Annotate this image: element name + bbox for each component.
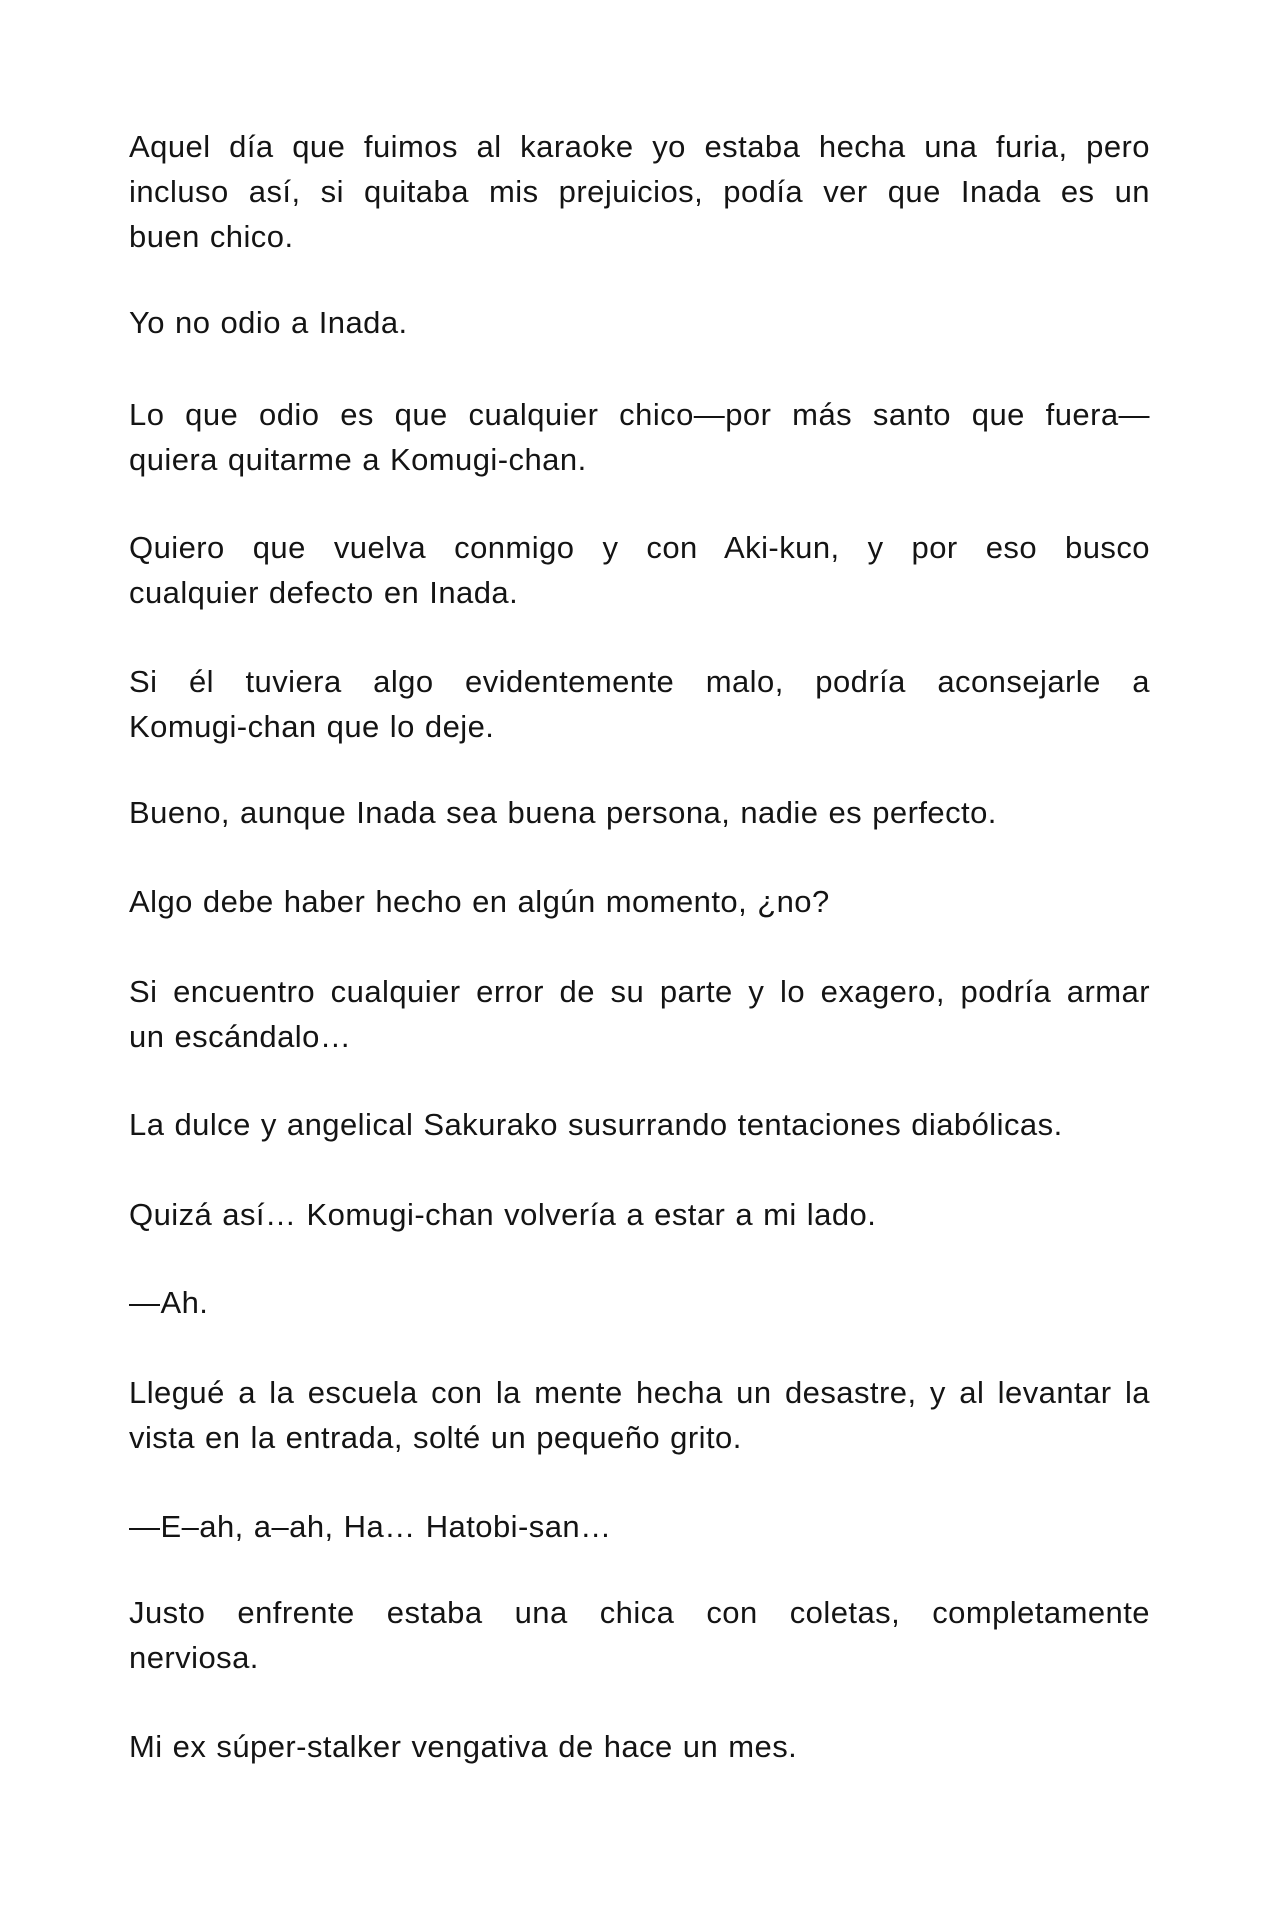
text-line: La dulce y angelical Sakurako susurrando tentaciones diabólicas. — [129, 1107, 1063, 1142]
paragraph — [129, 300, 1150, 345]
text-line: un escándalo… — [129, 1019, 352, 1054]
text-line: quiera quitarme a Komugi-chan. — [129, 442, 587, 477]
text-line: —E–ah, a–ah, Ha… Hatobi-san… — [129, 1509, 612, 1544]
text-line: Justo enfrente estaba una chica con coletas, completamente — [129, 1595, 1150, 1630]
paragraph — [129, 1192, 1150, 1237]
text-line: Quizá así… Komugi-chan volvería a estar a mi lado. — [129, 1197, 877, 1232]
paragraph — [129, 392, 1150, 482]
text-line: vista en la entrada, solté un pequeño grito. — [129, 1420, 742, 1455]
paragraph — [129, 1102, 1150, 1147]
text-line: Algo debe haber hecho en algún momento, ¿no? — [129, 884, 830, 919]
text-line: Bueno, aunque Inada sea buena persona, nadie es perfecto. — [129, 795, 997, 830]
text-line: Llegué a la escuela con la mente hecha un desastre, y al levantar la — [129, 1375, 1150, 1410]
text-line: cualquier defecto en Inada. — [129, 575, 519, 610]
paragraph — [129, 1370, 1150, 1460]
text-line: nerviosa. — [129, 1640, 259, 1675]
text-line: incluso así, si quitaba mis prejuicios, podía ver que Inada es un — [129, 174, 1150, 209]
paragraph — [129, 525, 1150, 615]
paragraph — [129, 790, 1150, 835]
paragraph — [129, 124, 1150, 259]
text-line: Quiero que vuelva conmigo y con Aki-kun, y por eso busco — [129, 530, 1150, 565]
text-line: Komugi-chan que lo deje. — [129, 709, 495, 744]
text-line: Si él tuviera algo evidentemente malo, podría aconsejarle a — [129, 664, 1150, 699]
paragraph — [129, 1590, 1150, 1680]
paragraph — [129, 879, 1150, 924]
text-line: Lo que odio es que cualquier chico—por más santo que fuera— — [129, 397, 1150, 432]
text-line: Mi ex súper-stalker vengativa de hace un mes. — [129, 1729, 798, 1764]
paragraph — [129, 1504, 1150, 1549]
paragraph — [129, 969, 1150, 1059]
text-line: Si encuentro cualquier error de su parte y lo exagero, podría armar — [129, 974, 1150, 1009]
text-line: Aquel día que fuimos al karaoke yo estaba hecha una furia, pero — [129, 129, 1150, 164]
paragraph — [129, 1280, 1150, 1325]
paragraph — [129, 1724, 1150, 1769]
paragraph — [129, 659, 1150, 749]
text-line: Yo no odio a Inada. — [129, 305, 408, 340]
text-line: buen chico. — [129, 219, 294, 254]
text-line: —Ah. — [129, 1285, 209, 1320]
